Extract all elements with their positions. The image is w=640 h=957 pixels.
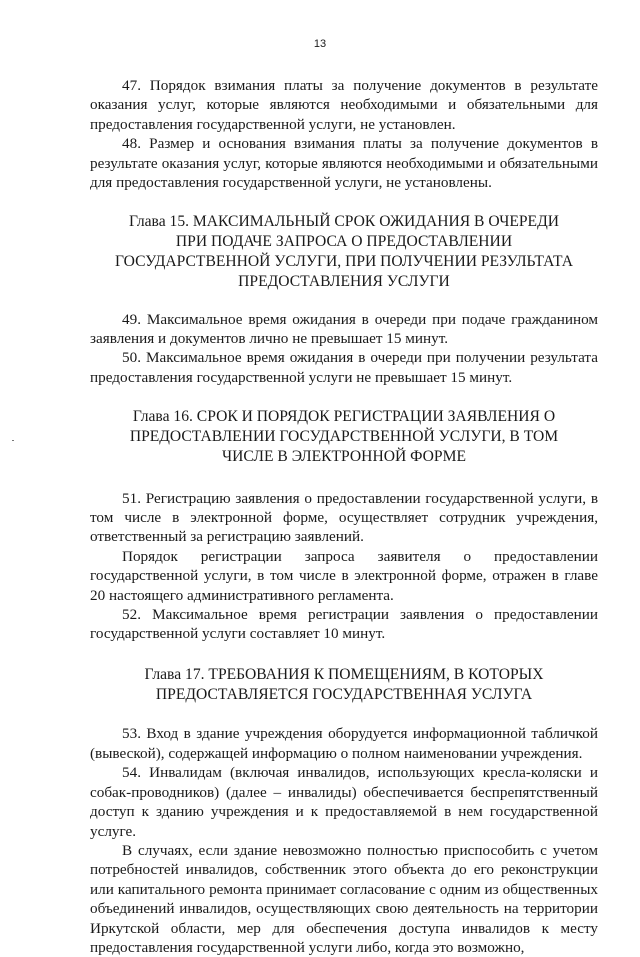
paragraph-47: 47. Порядок взимания платы за получение документов в результате оказания услуг, которые являются необходимыми и обязательными для предоставления государственной услуги, не установлен.: [90, 77, 598, 133]
document-body: [90, 76, 598, 957]
margin-mark: [12, 440, 14, 441]
page-number: 13: [313, 38, 327, 50]
chapter-17-title: Глава 17. ТРЕБОВАНИЯ К ПОМЕЩЕНИЯМ, В КОТОРЫХ ПРЕДОСТАВЛЯЕТСЯ ГОСУДАРСТВЕННАЯ УСЛУГА: [144, 665, 544, 703]
chapter-15-title: Глава 15. МАКСИМАЛЬНЫЙ СРОК ОЖИДАНИЯ В ОЧЕРЕДИ ПРИ ПОДАЧЕ ЗАПРОСА О ПРЕДОСТАВЛЕНИИ ГОСУДАРСТВЕННОЙ УСЛУГИ, ПРИ ПОЛУЧЕНИИ РЕЗУЛЬТАТА ПРЕДОСТАВЛЕНИЯ УСЛУГИ: [115, 213, 573, 290]
paragraph-51-registration-order: Порядок регистрации запроса заявителя о предоставлении государственной услуги, в том числе в электронной форме, отражен в главе 20 настоящего административного регламента.: [90, 547, 598, 604]
chapter-16-title: Глава 16. СРОК И ПОРЯДОК РЕГИСТРАЦИИ ЗАЯВЛЕНИЯ О ПРЕДОСТАВЛЕНИИ ГОСУДАРСТВЕННОЙ УСЛУГИ, В ТОМ ЧИСЛЕ В ЭЛЕКТРОННОЙ ФОРМЕ: [129, 408, 559, 465]
paragraph-53: 53. Вход в здание учреждения оборудуется информационной табличкой (вывеской), содержащей информацию о полном наименовании учреждения.: [90, 725, 598, 762]
paragraph-49: 49. Максимальное время ожидания в очереди при подаче гражданином заявления и документов лично не превышает 15 минут.: [90, 310, 598, 348]
paragraph-48: 48. Размер и основания взимания платы за получение документов в результате оказания услуг, которые являются необходимыми и обязательными для предоставления государственной услуги, не установлены.: [90, 135, 598, 192]
paragraph-50: 50. Максимальное время ожидания в очереди при получении результата предоставления государственной услуги не превышает 15 минут.: [90, 349, 598, 386]
paragraph-52: 52. Максимальное время регистрации заявления о предоставлении государственной услуги составляет 10 минут.: [90, 606, 598, 643]
paragraph-51: 51. Регистрацию заявления о предоставлении государственной услуги, в том числе в электронной форме, осуществляет сотрудник учреждения, ответственный за регистрацию заявлений.: [90, 489, 598, 546]
paragraph-54: 54. Инвалидам (включая инвалидов, использующих кресла-коляски и собак-проводников) (далее – инвалиды) обеспечивается беспрепятственный доступ к зданию учреждения и к предоставляемой в нем государственной услуге.: [90, 764, 598, 840]
paragraph-54-cases: В случаях, если здание невозможно полностью приспособить с учетом потребностей инвалидов, собственник этого объекта до его реконструкции или капитального ремонта принимает согласование с одним из общественных объединений инвалидов, осуществляющих свою деятельность на территории Иркутской области, мер для обеспечения доступа инвалидов к месту предоставления государственной услуги либо, когда это возможно,: [90, 841, 598, 956]
